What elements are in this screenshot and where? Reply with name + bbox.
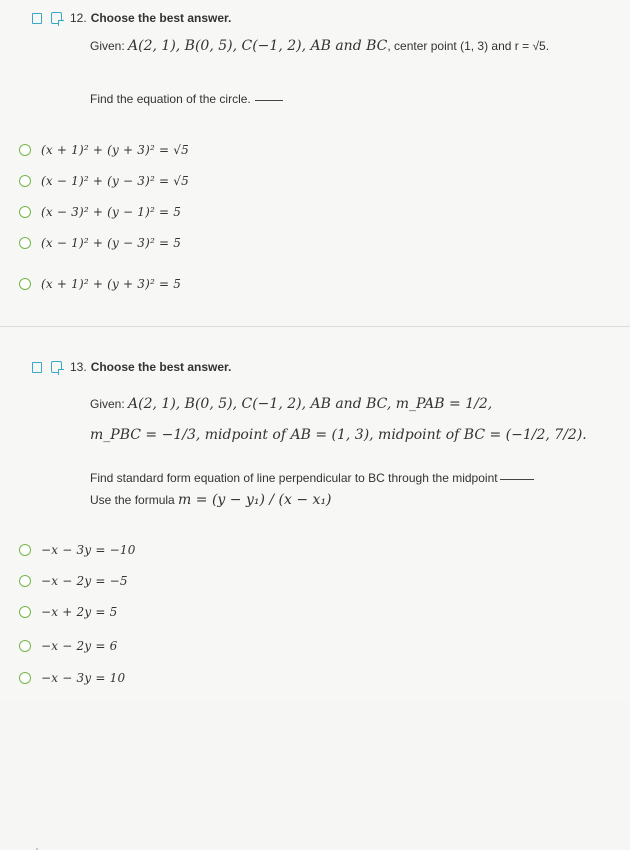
radio-button[interactable]: [19, 575, 31, 587]
q13-option-5[interactable]: −x − 3y = 10: [19, 669, 125, 687]
bookmark-icon[interactable]: [32, 13, 42, 24]
question-13-header: [32, 360, 231, 374]
question-13-given-line-2: m_PBC = −1/3, midpoint of AB = (1, 3), midpoint of BC = (−1/2, 7/2).: [90, 427, 587, 443]
question-12-title: 12. Choose the best answer.: [70, 11, 232, 25]
q13-option-4[interactable]: −x − 2y = 6: [19, 637, 117, 655]
radio-button[interactable]: [19, 175, 31, 187]
radio-button[interactable]: [19, 606, 31, 618]
q13-option-2[interactable]: −x − 2y = −5: [19, 572, 128, 590]
radio-button[interactable]: [19, 278, 31, 290]
q12-option-1[interactable]: (x + 1)² + (y + 3)² = √5: [19, 141, 189, 159]
q13-option-3[interactable]: −x + 2y = 5: [19, 603, 117, 621]
q12-option-4[interactable]: (x − 1)² + (y − 3)² = 5: [19, 234, 181, 252]
answer-blank: [255, 100, 283, 101]
q12-option-5[interactable]: (x + 1)² + (y + 3)² = 5: [19, 275, 181, 293]
question-12-header: [32, 11, 231, 25]
question-13-formula: Use the formula m = (y − y₁) / (x − x₁): [90, 492, 332, 508]
radio-button[interactable]: [19, 640, 31, 652]
question-12-prompt: Find the equation of the circle.: [90, 92, 283, 106]
q13-option-1[interactable]: −x − 3y = −10: [19, 541, 136, 559]
radio-button[interactable]: [19, 672, 31, 684]
answer-blank: [500, 479, 534, 480]
question-13-given-line-1: Given: A(2, 1), B(0, 5), C(−1, 2), AB and BC, m_PAB = 1/2,: [90, 396, 493, 412]
question-12-given: Given: A(2, 1), B(0, 5), C(−1, 2), AB and BC, center point (1, 3) and r = √5.: [90, 38, 550, 54]
q12-option-3[interactable]: (x − 3)² + (y − 1)² = 5: [19, 203, 181, 221]
bookmark-icon[interactable]: [32, 362, 42, 373]
radio-button[interactable]: [19, 237, 31, 249]
question-13-title: 13. Choose the best answer.: [70, 360, 232, 374]
radio-button[interactable]: [19, 206, 31, 218]
note-icon[interactable]: [51, 12, 62, 24]
radio-button[interactable]: [19, 544, 31, 556]
note-icon[interactable]: [51, 361, 62, 373]
question-12-panel: [0, 0, 630, 320]
q12-option-2[interactable]: (x − 1)² + (y − 3)² = √5: [19, 172, 189, 190]
question-13-prompt: Find standard form equation of line perpendicular to BC through the midpoint: [90, 471, 534, 485]
radio-button[interactable]: [19, 144, 31, 156]
question-13-panel: [0, 327, 630, 700]
